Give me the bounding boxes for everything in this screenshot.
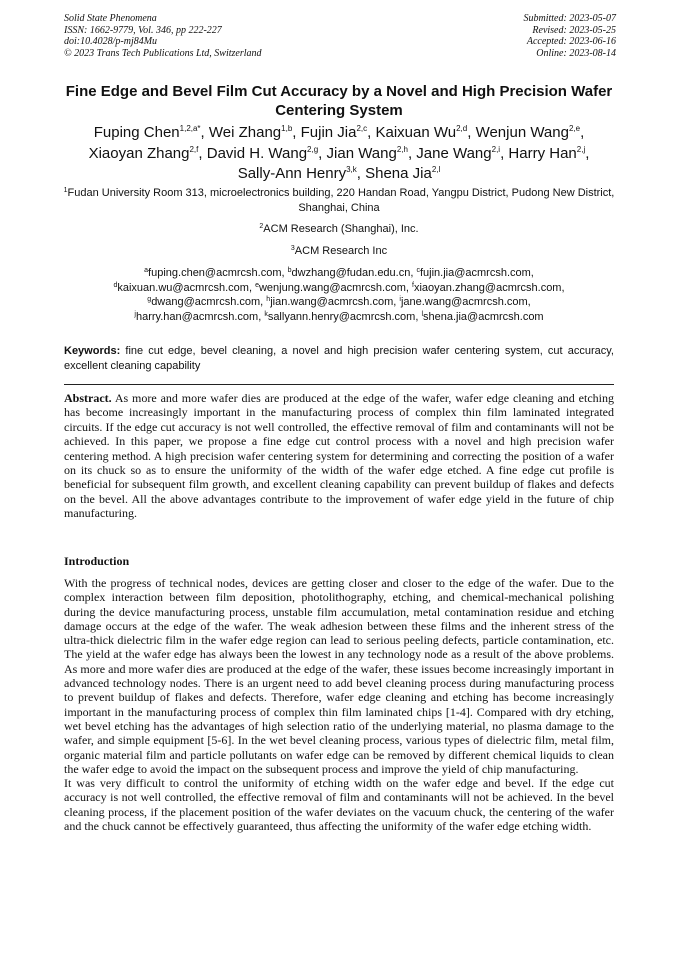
email-address[interactable]: wenjung.wang@acmrcsh.com [258, 281, 406, 294]
email-marker: b [287, 267, 292, 274]
author-name: Kaixuan Wu [375, 124, 457, 141]
author-affiliation-marker: 2,e [568, 124, 581, 133]
author-name: Wei Zhang [208, 124, 282, 141]
email-address[interactable]: dwang@acmrcsh.com [151, 296, 261, 309]
journal-info [64, 13, 262, 59]
author-affiliation-marker: 2,g [307, 144, 319, 154]
email-marker: h [266, 296, 271, 304]
affiliation-2 [50, 222, 628, 237]
affiliation-3 [50, 244, 628, 259]
email-address[interactable]: jian.wang@acmrcsh.com [270, 296, 394, 309]
affiliation-3-marker: 3 [290, 245, 295, 252]
email-marker: i [399, 296, 401, 304]
author-name: Wenjun Wang [475, 124, 569, 141]
email-marker: d [113, 281, 118, 289]
affiliation-1-marker: 1 [63, 187, 68, 194]
affiliation-3-text: ACM Research Inc [294, 245, 388, 257]
author-affiliation-marker: 2,i [491, 144, 501, 154]
author-affiliation-marker: 2,c [356, 124, 368, 133]
date-accepted: Accepted: 2023-06-16 [526, 36, 616, 48]
email-list: $^a$fuping.chen@acmrcsh.com, $^b$dwzhang@fudan.edu.cn, $^c$fujin.jia@acmrcsh.com, $^d$kaixuan.wu@acmrcsh.com, $^e$wenjung.wang@acmrcsh.com, $^f$xiaoyan.zhang@acmrcsh.com, $^g$dwang@acmrcsh.com, $^h$jian.wang@acmrcsh.com, $^i$jane.wang@acmrcsh.com, $^j$harry.han@acmrcsh.com, $^k$sallyann.henry@acmrcsh.com, $^l$shena.jia@acmrcsh.com [113, 267, 565, 323]
keywords-section [64, 344, 614, 373]
author-affiliation-marker: 2,f [189, 144, 199, 154]
journal-doi: doi:10.4028/p-mj84Mu [64, 36, 158, 48]
section-divider [64, 384, 614, 385]
author-affiliation-marker: 1,b [281, 124, 293, 133]
affiliation-2-text: ACM Research (Shanghai), Inc. [263, 223, 419, 235]
abstract-label: Abstract. [64, 391, 112, 405]
author-name: Sally-Ann Henry [237, 165, 347, 182]
keywords-text: fine cut edge, bevel cleaning, a novel and high precision wafer centering system, cut accuracy, excellent cleaning capability [64, 345, 614, 372]
email-marker: l [421, 310, 423, 318]
author-affiliation-marker: 3,k [346, 165, 357, 174]
email-address[interactable]: xiaoyan.zhang@acmrcsh.com [413, 281, 562, 294]
journal-copyright: © 2023 Trans Tech Publications Ltd, Switzerland [64, 47, 262, 59]
email-address[interactable]: shena.jia@acmrcsh.com [423, 310, 544, 323]
date-online: Online: 2023-08-14 [536, 47, 616, 59]
email-address[interactable]: dwzhang@fudan.edu.cn [291, 267, 411, 279]
email-marker: f [412, 281, 414, 289]
author-name: Harry Han [508, 144, 577, 162]
abstract-section [64, 391, 614, 521]
author-affiliation-marker: 2,h [396, 144, 408, 154]
affiliation-2-marker: 2 [259, 223, 264, 230]
email-marker: k [264, 310, 268, 318]
author-name: Fujin Jia [300, 124, 357, 141]
publication-dates [524, 13, 617, 59]
author-affiliation-marker: 2,d [456, 124, 468, 133]
author-affiliation-marker: 2,l [431, 165, 441, 174]
introduction-paragraph-2: It was very difficult to control the uniformity of etching width on the wafer edge and bevel. If the edge cut accuracy is not well controlled, the effective removal of film and contaminants will not be achieved. In the bevel cleaning process, if the placement position of the wafer deviates on the vacuum chuck, the centering of the wafer and the chuck cannot be effectively guaranteed, thus affecting the uniformity of the wafer edge etching width. [64, 776, 614, 834]
author-affiliation-marker: 1,2,a* [179, 124, 201, 133]
journal-issn: ISSN: 1662-9779, Vol. 346, pp 222-227 [64, 24, 222, 36]
email-address[interactable]: kaixuan.wu@acmrcsh.com [117, 281, 249, 294]
date-revised: Revised: 2023-05-25 [532, 24, 616, 36]
author-name: Jian Wang [326, 144, 397, 162]
author-name: Jane Wang [416, 144, 492, 162]
date-submitted: Submitted: 2023-05-07 [523, 13, 616, 24]
author-list: Fuping Chen$^{1,2,a*}$, Wei Zhang$^{1,b}$, Fujin Jia$^{2,c}$, Kaixuan Wu$^{2,d}$, Wenjun Wang$^{2,e}$, Xiaoyan Zhang$^{2,f}$, David H. Wang$^{2,g}$, Jian Wang$^{2,h}$, Jane Wang$^{2,i}$, Harry Han$^{2,j}$, Sally-Ann Henry$^{3,k}$, Shena Jia$^{2,l}$ [88, 124, 590, 182]
author-name: Shena Jia [365, 165, 432, 182]
email-marker: c [416, 267, 420, 274]
abstract-text: As more and more wafer dies are produced at the edge of the wafer, wafer edge cleaning and etching has become increasingly important in the manufacturing process of complex thin film laminated integrated circuits. If the edge cut accuracy is not well controlled, the effective removal of film and contaminants will not be achieved. In this paper, we propose a fine edge cut control process with a novel and high precision wafer centering method. A high precision wafer centering system for determining and correcting the position of a wafer on its chuck so as to ensure the uniformity of the width of the wafer edge etched. A fine edge cut profile is beneficial for subsequent film growth, and excellent cleaning capability can prevent buildup of flakes and defects on the bevel. All the above advantages contribute to the improvement of wafer edge yield in the future of chip manufacturing. [64, 391, 614, 521]
introduction-body [64, 576, 614, 833]
email-marker: g [147, 296, 152, 304]
email-marker: j [134, 310, 136, 318]
email-address[interactable]: sallyann.henry@acmrcsh.com [267, 310, 416, 323]
author-name: Fuping Chen [93, 124, 180, 141]
author-name: Xiaoyan Zhang [88, 144, 190, 162]
affiliation-1 [50, 186, 628, 215]
author-name: David H. Wang [206, 144, 308, 162]
keywords-label: Keywords: [64, 345, 121, 357]
email-marker: a [144, 267, 149, 274]
email-address[interactable]: fuping.chen@acmrcsh.com [148, 267, 282, 279]
email-address[interactable]: fujin.jia@acmrcsh.com [419, 267, 531, 279]
email-marker: e [255, 281, 259, 289]
email-address[interactable]: jane.wang@acmrcsh.com [400, 296, 528, 309]
introduction-paragraph-1: With the progress of technical nodes, devices are getting closer and closer to the edge of the wafer. Due to the complex interaction between film deposition, photolithography, etching, and chemical-mechanical polishing during the device manufacturing process, unstable film accumulation, metal contamination residue and etching damage occurs at the edge of the wafer. The weak adhesion between these films and the inherent stress of the ultra-thick dielectric film in the wafer edge region can lead to serious peeling defects, particle contamination, etc. The yield at the wafer edge has always been the lowest in any technology node as a result of the above problems. As more and more wafer dies are produced at the edge of the wafer, these issues become increasingly important in advanced technology nodes. There is an urgent need to add bevel cleaning process during manufacturing process to prevent buildup of flakes and defects. Therefore, wafer edge cleaning and etching has become increasingly important in the manufacturing process of complex thin film laminated chips [1-4]. Compared with dry etching, wet bevel etching has the advantages of high selection ratio of the underlying material, no plasma damage to the wafer, and simple equipment [5-6]. In the wet bevel cleaning process, various types of dielectric film, metal film, organic material film and particle pollutants on wafer edge can be removed by different chemical liquids to clean the wafer edge to avoid the impact on the subsequent process and improve the yield of chip manufacturing. [64, 576, 614, 776]
journal-name: Solid State Phenomena [64, 13, 157, 24]
introduction-heading: Introduction [64, 554, 130, 568]
paper-title: Fine Edge and Bevel Film Cut Accuracy by a Novel and High Precision Wafer Centering System [65, 83, 613, 119]
email-address[interactable]: harry.han@acmrcsh.com [135, 310, 259, 323]
author-affiliation-marker: 2,j [576, 144, 586, 154]
affiliation-1-text: Fudan University Room 313, microelectronics building, 220 Handan Road, Yangpu District, Pudong New District, Shanghai, China [67, 187, 615, 214]
